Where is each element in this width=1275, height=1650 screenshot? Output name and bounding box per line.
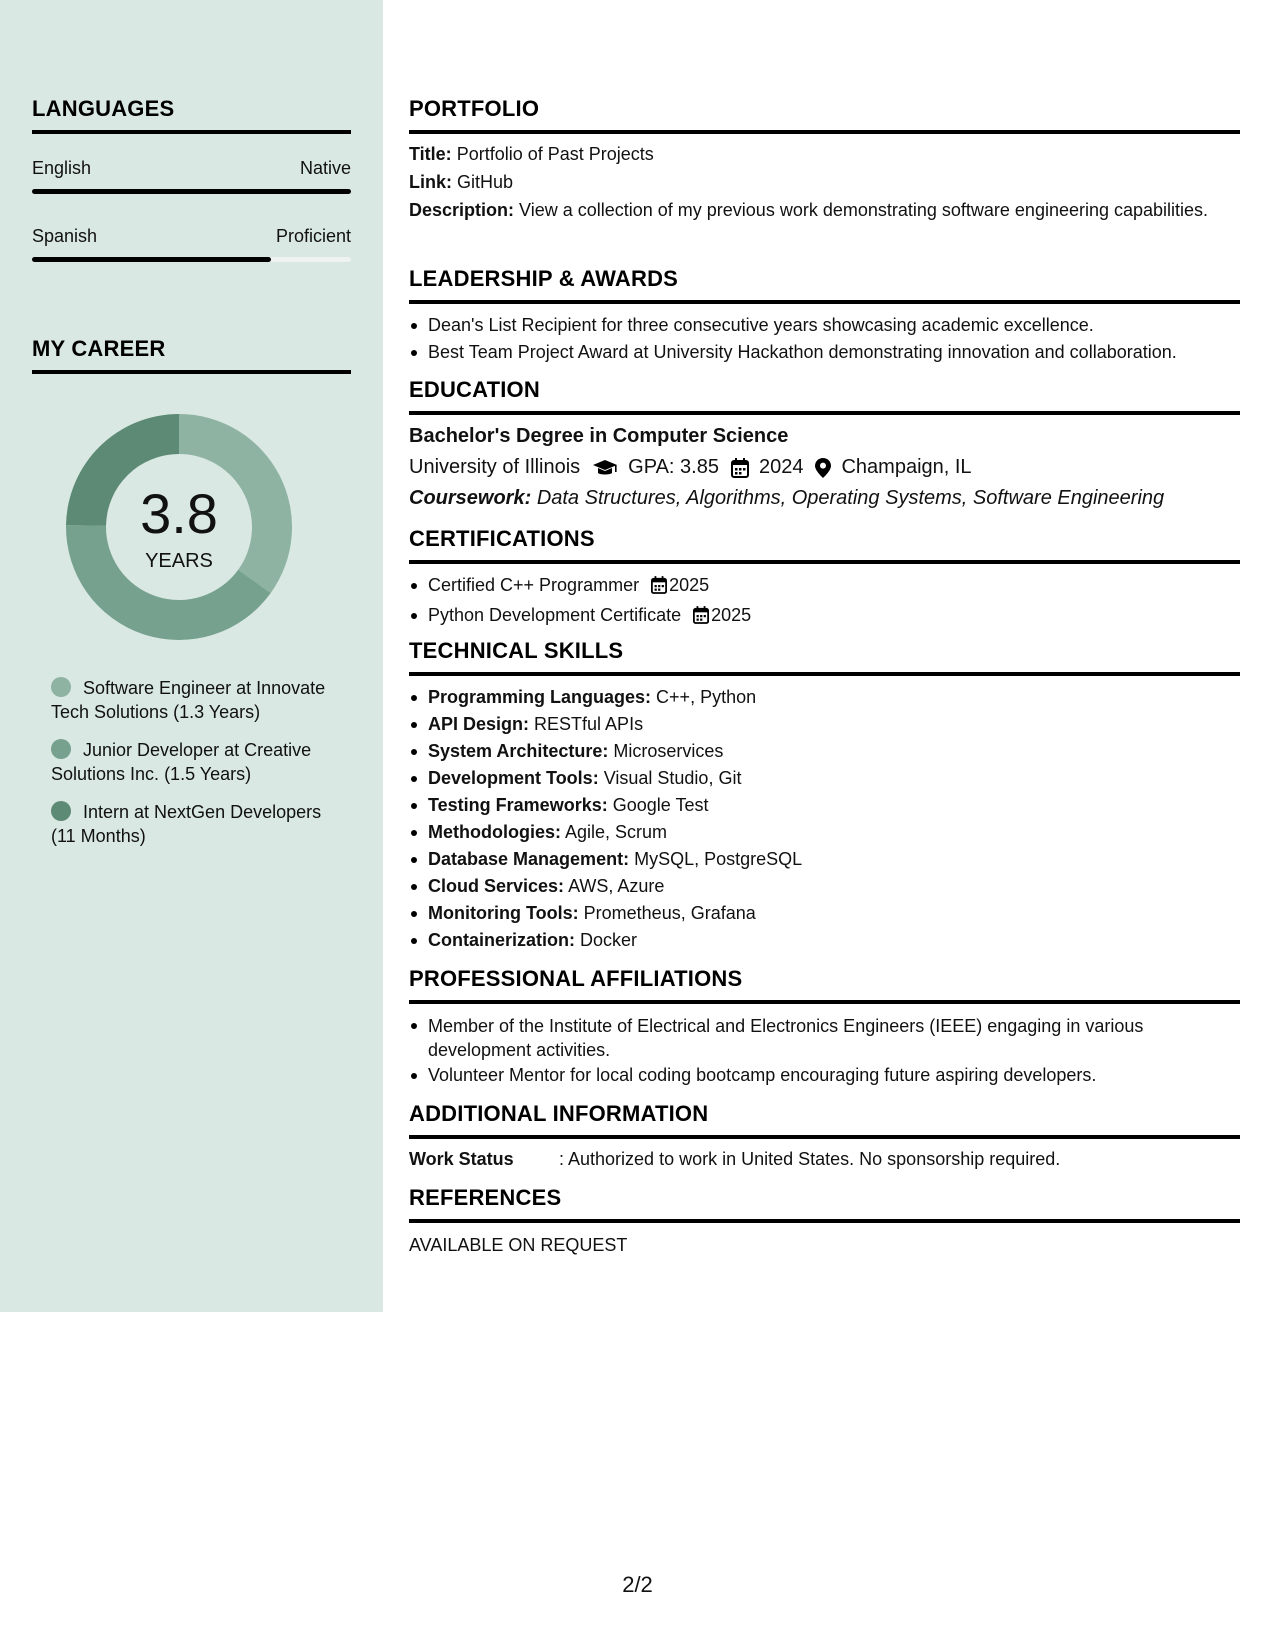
skill-label: Cloud Services:	[428, 876, 565, 896]
certification-name: Certified C++ Programmer	[428, 575, 640, 595]
portfolio-link-row	[409, 168, 1240, 196]
skill-value: RESTful APIs	[534, 714, 644, 734]
language-level: Native	[299, 158, 351, 178]
languages-section	[32, 96, 351, 262]
field-value: Portfolio of Past Projects	[456, 144, 654, 164]
gpa: GPA: 3.85	[628, 456, 719, 478]
certifications-title: CERTIFICATIONS	[409, 526, 595, 551]
career-donut-chart	[66, 414, 292, 640]
additional-info-title: ADDITIONAL INFORMATION	[409, 1101, 709, 1126]
skill-label: Database Management:	[428, 849, 630, 869]
legend-label: Junior Developer at Creative Solutions Inc. (1.5 Years)	[51, 740, 312, 784]
calendar-icon	[693, 605, 709, 632]
graduation-cap-icon	[592, 459, 618, 477]
career-legend	[51, 676, 341, 862]
legend-item	[51, 738, 341, 786]
language-proficiency-fill	[32, 257, 271, 262]
language-name: English	[32, 158, 92, 178]
career-section	[32, 336, 351, 374]
coursework-row	[409, 487, 1240, 510]
skill-item	[409, 900, 1240, 927]
skill-value: Prometheus, Grafana	[583, 903, 756, 923]
portfolio-description-row	[409, 196, 1240, 224]
skill-value: Google Test	[612, 795, 709, 815]
certification-year: 2025	[669, 575, 710, 595]
language-level: Proficient	[275, 226, 351, 246]
sidebar	[0, 0, 383, 1312]
work-status-row	[409, 1149, 1240, 1170]
skill-label: Development Tools:	[428, 768, 599, 788]
list-item: Best Team Project Award at University Hackathon demonstrating innovation and collaboration.	[409, 339, 1240, 366]
skills-title: TECHNICAL SKILLS	[409, 638, 624, 663]
skill-item	[409, 819, 1240, 846]
portfolio-link[interactable]: GitHub	[457, 172, 514, 192]
languages-title: LANGUAGES	[32, 96, 175, 121]
section-divider	[409, 1000, 1240, 1004]
school-name: University of Illinois	[409, 456, 581, 478]
skill-item	[409, 711, 1240, 738]
section-divider	[409, 1219, 1240, 1223]
calendar-icon	[651, 575, 667, 602]
work-status-label: Work Status	[409, 1149, 514, 1169]
skill-item	[409, 792, 1240, 819]
section-divider	[409, 130, 1240, 134]
field-label: Description:	[409, 200, 515, 220]
skill-value: Microservices	[613, 741, 724, 761]
legend-dot	[51, 801, 71, 821]
page-number: 2/2	[622, 1572, 653, 1597]
section-divider	[32, 130, 351, 134]
legend-item	[51, 800, 341, 848]
legend-dot	[51, 677, 71, 697]
field-value: View a collection of my previous work demonstrating software engineering capabilities.	[519, 200, 1209, 220]
skill-value: Agile, Scrum	[565, 822, 668, 842]
certification-name: Python Development Certificate	[428, 605, 682, 625]
skill-value: Docker	[580, 930, 638, 950]
references-title: REFERENCES	[409, 1185, 562, 1210]
coursework-label: Coursework:	[409, 487, 532, 509]
field-label: Title:	[409, 144, 452, 164]
list-item: Volunteer Mentor for local coding bootcamp encouraging future aspiring developers.	[409, 1062, 1240, 1089]
language-proficiency-bar	[32, 189, 351, 194]
skill-item	[409, 738, 1240, 765]
section-divider	[409, 560, 1240, 564]
section-divider	[409, 300, 1240, 304]
coursework-list: Data Structures, Algorithms, Operating Systems, Software Engineering	[536, 487, 1165, 509]
donut-center	[66, 414, 292, 640]
education-details	[409, 456, 1240, 479]
skill-value: MySQL, PostgreSQL	[634, 849, 803, 869]
field-label: Link:	[409, 172, 452, 192]
skill-label: API Design:	[428, 714, 530, 734]
portfolio-title-row	[409, 140, 1240, 168]
skill-label: Containerization:	[428, 930, 575, 950]
language-proficiency-fill	[32, 189, 351, 194]
skill-label: Methodologies:	[428, 822, 561, 842]
school-location: Champaign, IL	[841, 456, 972, 478]
map-pin-icon	[815, 458, 831, 478]
legend-label: Intern at NextGen Developers (11 Months)	[51, 802, 322, 846]
graduation-year: 2024	[758, 456, 804, 478]
skill-item	[409, 927, 1240, 954]
language-name: Spanish	[32, 226, 98, 246]
skill-value: AWS, Azure	[568, 876, 665, 896]
certification-item	[409, 572, 1240, 602]
certifications-section	[409, 526, 1240, 632]
list-item: Dean's List Recipient for three consecutive years showcasing academic excellence.	[409, 312, 1240, 339]
additional-info-section	[409, 1101, 1240, 1170]
certification-year: 2025	[711, 605, 752, 625]
portfolio-title: PORTFOLIO	[409, 96, 540, 121]
section-divider	[32, 370, 351, 374]
leadership-section	[409, 266, 1240, 366]
skill-label: Monitoring Tools:	[428, 903, 579, 923]
language-item-english	[32, 158, 351, 194]
skill-value: C++, Python	[656, 687, 757, 707]
skill-item	[409, 684, 1240, 711]
skill-value: Visual Studio, Git	[603, 768, 742, 788]
language-proficiency-bar	[32, 257, 351, 262]
section-divider	[409, 1135, 1240, 1139]
skill-item	[409, 846, 1240, 873]
language-item-spanish	[32, 226, 351, 262]
legend-dot	[51, 739, 71, 759]
degree-title: Bachelor's Degree in Computer Science	[409, 425, 789, 447]
legend-item	[51, 676, 341, 724]
portfolio-section	[409, 96, 1240, 224]
references-text: AVAILABLE ON REQUEST	[409, 1235, 628, 1255]
certification-item	[409, 602, 1240, 632]
skill-label: Programming Languages:	[428, 687, 652, 707]
section-divider	[409, 411, 1240, 415]
legend-label: Software Engineer at Innovate Tech Solutions (1.3 Years)	[51, 678, 326, 722]
affiliations-title: PROFESSIONAL AFFILIATIONS	[409, 966, 743, 991]
career-title: MY CAREER	[32, 336, 166, 361]
skills-section	[409, 638, 1240, 954]
calendar-icon	[731, 458, 749, 478]
skill-item	[409, 873, 1240, 900]
skill-label: System Architecture:	[428, 741, 609, 761]
leadership-title: LEADERSHIP & AWARDS	[409, 266, 679, 291]
skill-label: Testing Frameworks:	[428, 795, 608, 815]
section-divider	[409, 672, 1240, 676]
list-item: Member of the Institute of Electrical and Electronics Engineers (IEEE) engaging in various development activities.	[409, 1012, 1240, 1062]
work-status-value: : Authorized to work in United States. No sponsorship required.	[559, 1149, 1061, 1169]
affiliations-section	[409, 966, 1240, 1089]
skill-item	[409, 765, 1240, 792]
references-section	[409, 1185, 1240, 1256]
education-title: EDUCATION	[409, 377, 540, 402]
career-total-unit: YEARS	[145, 550, 213, 572]
education-section	[409, 377, 1240, 510]
career-total-value: 3.8	[140, 482, 218, 545]
